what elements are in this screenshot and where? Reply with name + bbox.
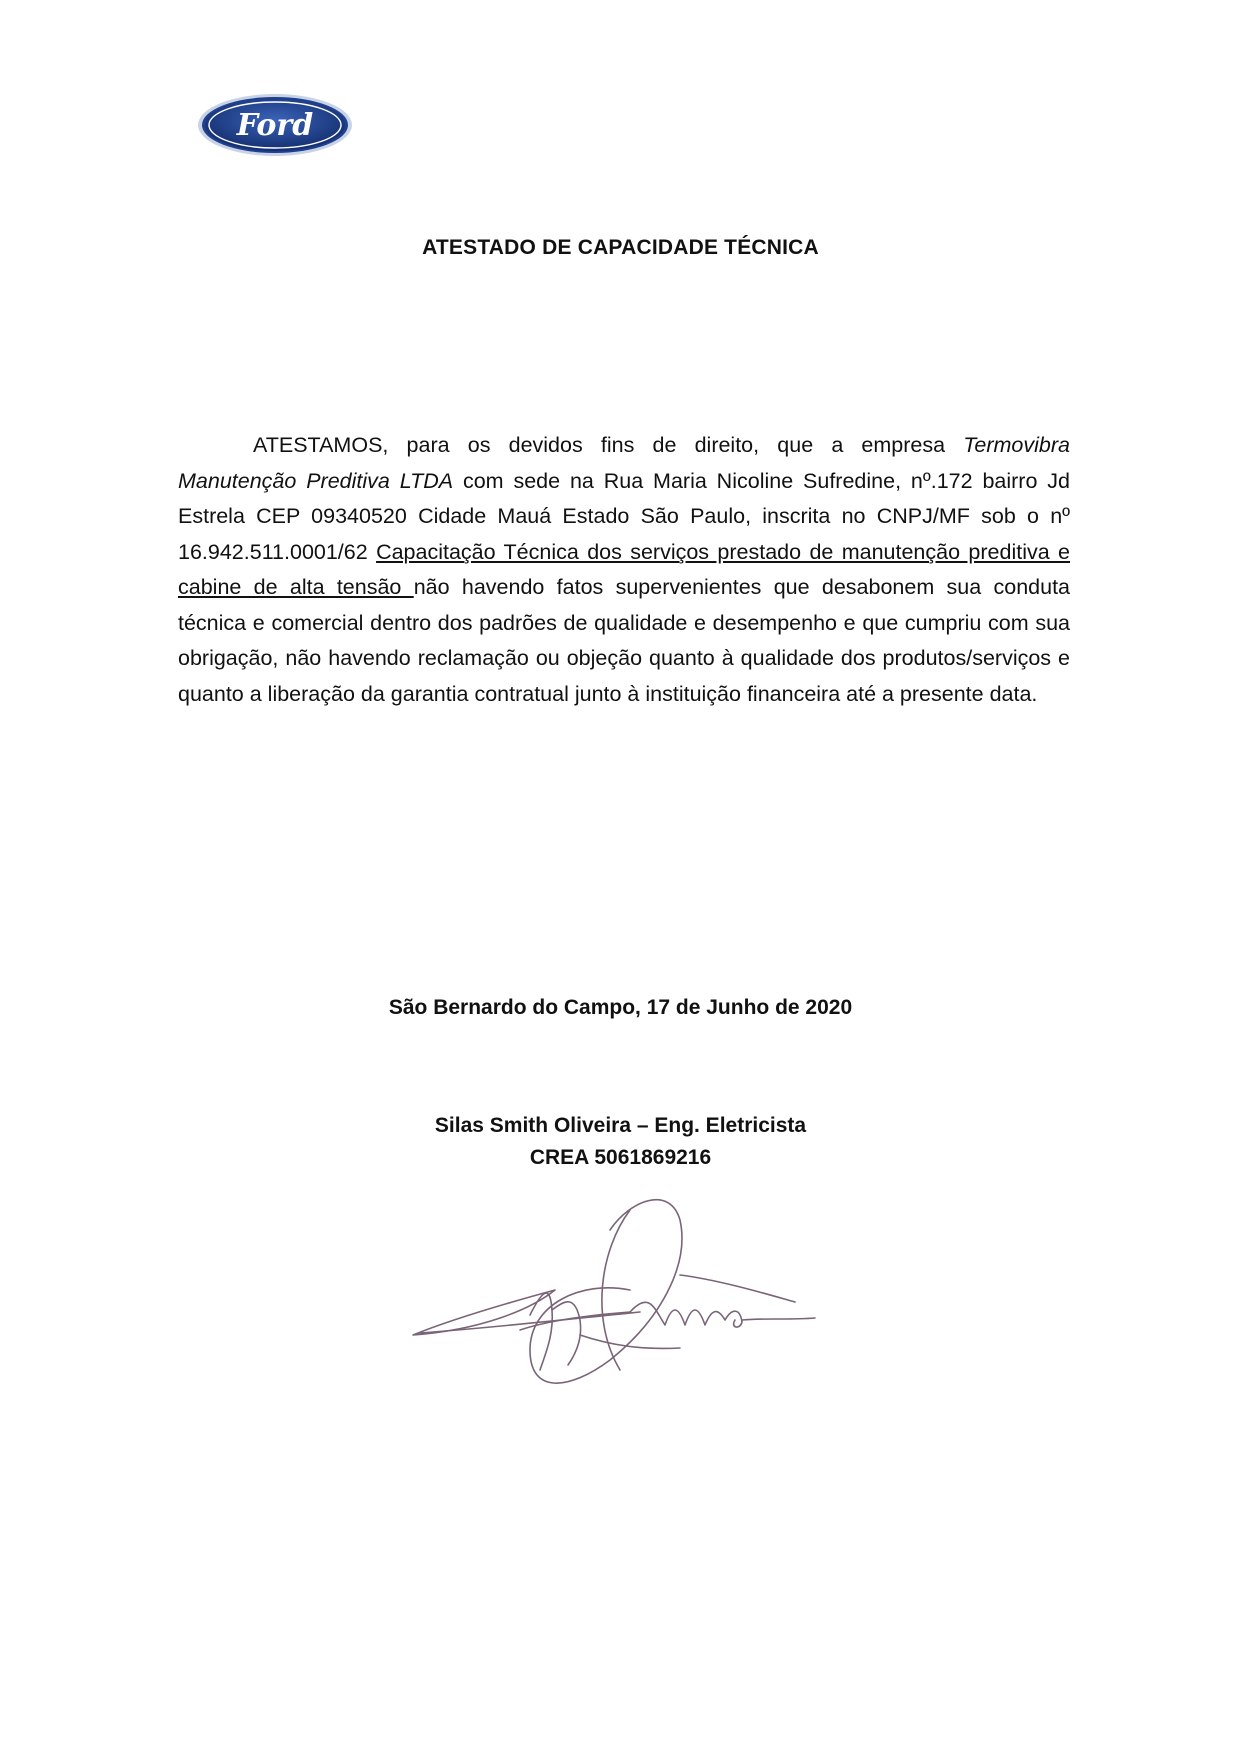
service-description: Capacitação Técnica dos serviços prestado de manutenção preditiva e cabine de alta tensão <box>178 539 1070 599</box>
handwritten-signature-icon <box>380 1170 870 1430</box>
date-line: São Bernardo do Campo, 17 de Junho de 2020 <box>388 996 853 1019</box>
signature <box>380 1170 870 1430</box>
signer-block <box>0 1110 1241 1174</box>
paragraph-part-3: não havendo fatos supervenientes que desabonem sua conduta técnica e comercial dentro dos padrões de qualidade e desempenho e que cumpriu com sua obrigação, não havendo reclamação ou objeção quanto à qualidade dos produtos/serviços e quanto a liberação da garantia contratual junto à instituição financeira até a presente data. <box>178 575 1071 706</box>
signer-name: Silas Smith Oliveira – Eng. Eletricista <box>434 1114 807 1137</box>
company-name: Termovibra Manutenção Preditiva LTDA <box>178 433 1070 493</box>
ford-logo <box>196 92 354 158</box>
paragraph-part-2: com sede na Rua Maria Nicoline Sufredine, nº.172 bairro Jd Estrela CEP 09340520 Cidade Mauá Estado São Paulo, inscrita no CNPJ/MF sob o nº 16.942.511.0001/62 <box>178 468 1070 564</box>
attestation-paragraph <box>178 428 1070 712</box>
paragraph-part-1: ATESTAMOS, para os devidos fins de direito, que a empresa <box>253 433 964 457</box>
logo-text: Ford <box>236 108 314 143</box>
ford-oval-logo-icon <box>196 92 354 158</box>
signer-crea: CREA 5061869216 <box>529 1146 712 1169</box>
document-title: ATESTADO DE CAPACIDADE TÉCNICA <box>422 236 819 259</box>
